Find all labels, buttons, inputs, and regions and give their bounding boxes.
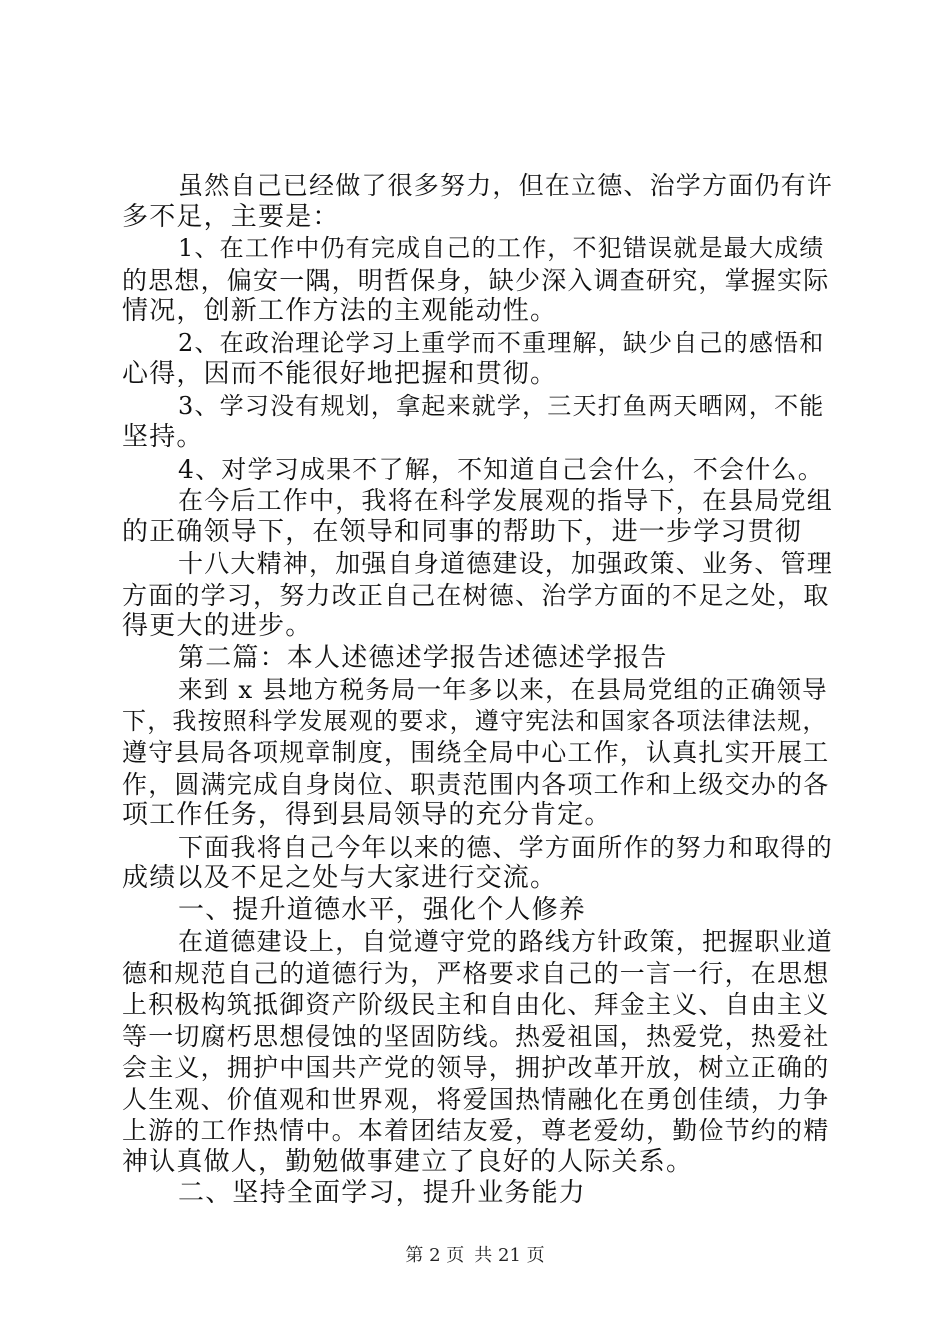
text-line: 虽然自己已经做了很多努力，但在立德、治学方面仍有许	[178, 171, 834, 200]
text-line: 等一切腐朽思想侵蚀的坚固防线。热爱祖国，热爱党，热爱社	[122, 1021, 830, 1051]
text-line: 多不足，主要是：	[122, 201, 340, 232]
text-line: 的正确领导下，在领导和同事的帮助下，进一步学习贯彻	[122, 516, 803, 547]
text-line: 1、在工作中仍有完成自己的工作，不犯错误就是最大成绩	[178, 234, 825, 262]
text-line: 坚持。	[122, 422, 204, 452]
text-line: 来到 x 县地方税务局一年多以来，在县局党组的正确领导	[178, 675, 828, 704]
text-line: 项工作任务，得到县局领导的充分肯定。	[122, 800, 612, 830]
text-line: 心得，因而不能很好地把握和贯彻。	[122, 359, 558, 389]
text-line: 下，我按照科学发展观的要求，遵守宪法和国家各项法律法规，	[122, 706, 828, 735]
text-line: 下面我将自己今年以来的德、学方面所作的努力和取得的	[178, 832, 834, 862]
text-line: 在道德建设上，自觉遵守党的路线方针政策，把握职业道	[178, 927, 834, 956]
text-line: 会主义，拥护中国共产党的领导，拥护改革开放，树立正确的	[122, 1053, 830, 1082]
text-line: 人生观、价值观和世界观，将爱国热情融化在勇创佳绩，力争	[122, 1084, 830, 1114]
text-line: 上积极构筑抵御资产阶级民主和自由化、拜金主义、自由主义	[122, 990, 830, 1019]
text-line: 二、坚持全面学习，提升业务能力	[178, 1178, 587, 1208]
text-line: 神认真做人，勤勉做事建立了良好的人际关系。	[122, 1146, 694, 1177]
page-number: 第 2 页	[405, 1245, 465, 1266]
text-line: 一、提升道德水平，强化个人修养	[178, 894, 587, 925]
text-line: 在今后工作中，我将在科学发展观的指导下，在县局党组	[178, 486, 834, 515]
text-line: 上游的工作热情中。本着团结友爱，尊老爱幼，勤俭节约的精	[122, 1116, 830, 1145]
text-line: 情况，创新工作方法的主观能动性。	[122, 296, 558, 326]
text-line: 十八大精神，加强自身道德建设，加强政策、业务、管理	[178, 549, 834, 578]
text-line: 第二篇：本人述德述学报告述德述学报告	[178, 642, 668, 673]
text-line: 的思想，偏安一隅，明哲保身，缺少深入调查研究，掌握实际	[122, 265, 830, 295]
text-line: 得更大的进步。	[122, 611, 313, 641]
text-line: 3、学习没有规划，拿起来就学，三天打鱼两天晒网，不能	[178, 391, 825, 420]
page-footer	[0, 1241, 950, 1267]
text-line: 2、在政治理论学习上重学而不重理解，缺少自己的感悟和	[178, 328, 825, 357]
text-line: 德和规范自己的道德行为，严格要求自己的一言一行，在思想	[122, 958, 830, 988]
text-line: 作，圆满完成自身岗位、职责范围内各项工作和上级交办的各	[122, 769, 830, 799]
text-line: 方面的学习，努力改正自己在树德、治学方面的不足之处，取	[122, 580, 830, 610]
text-line: 遵守县局各项规章制度，围绕全局中心工作，认真扎实开展工	[122, 738, 830, 767]
page-total: 共 21 页	[474, 1245, 545, 1266]
text-line: 4、对学习成果不了解，不知道自己会什么，不会什么。	[178, 454, 824, 484]
text-line: 成绩以及不足之处与大家进行交流。	[122, 863, 558, 893]
document-body	[122, 170, 832, 1210]
